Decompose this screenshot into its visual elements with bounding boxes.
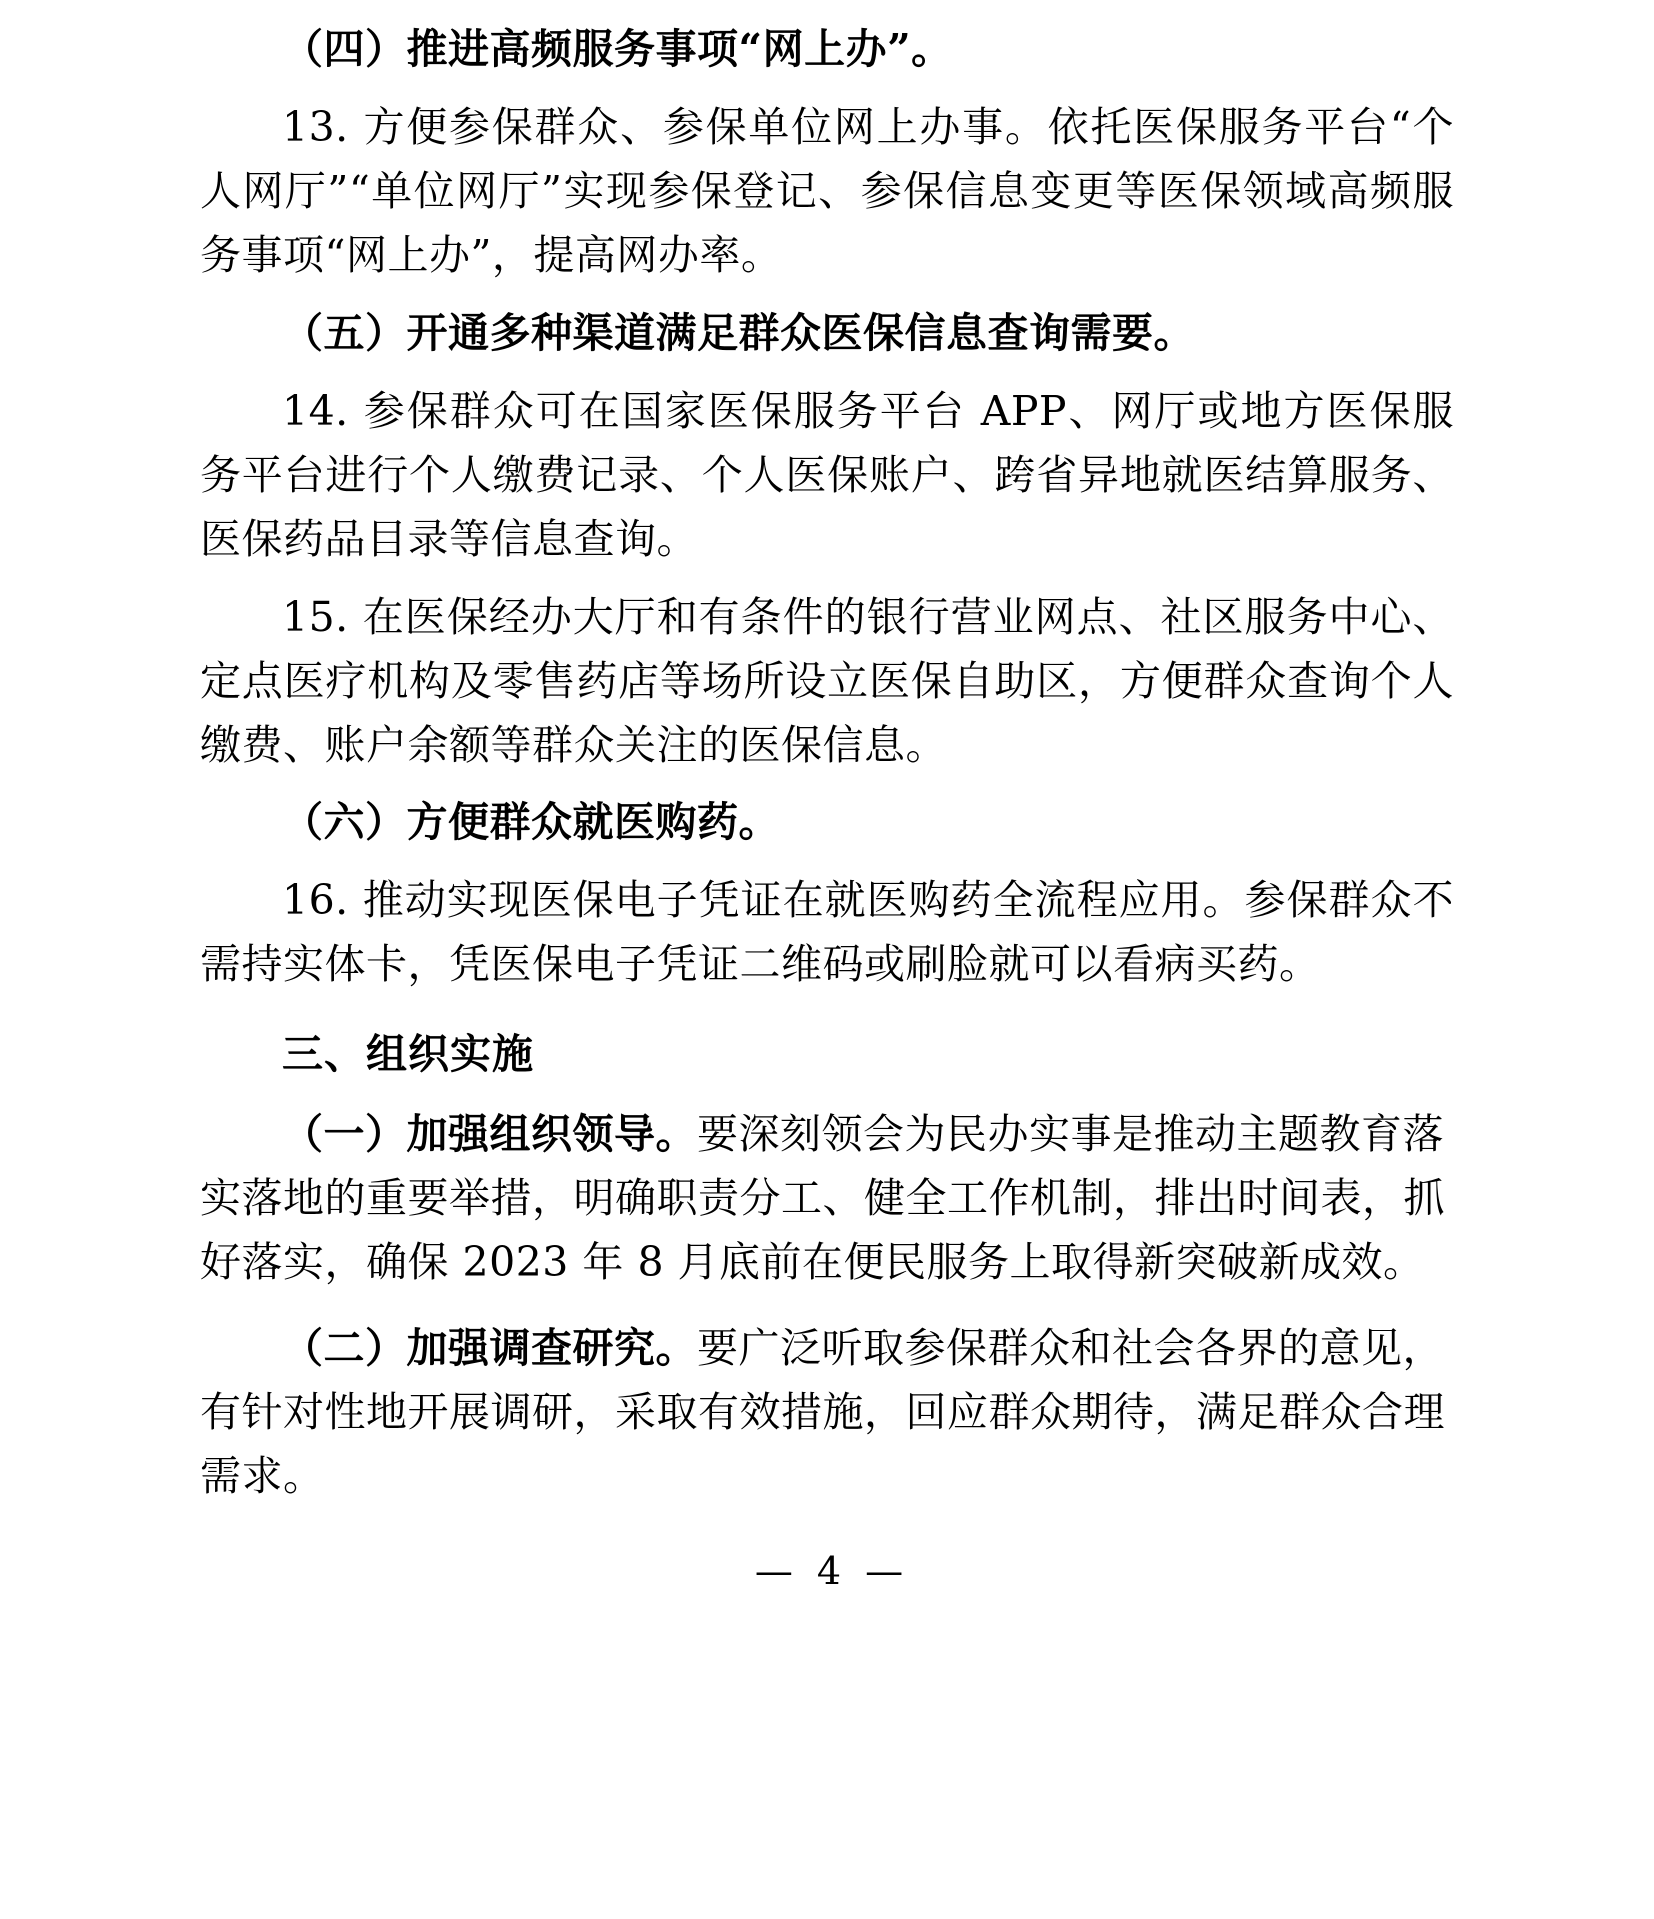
section-heading-three: 三、组织实施: [282, 1030, 534, 1079]
section-heading-four-label: （四）推进高频服务事项“网上办”。: [282, 25, 953, 73]
paragraph-org-1-label: （一）加强组织领导。: [282, 1110, 697, 1159]
section-heading-six: [200, 791, 1454, 855]
paragraph-org-1: [200, 1103, 1454, 1295]
section-heading-four: [200, 18, 1454, 82]
page-footer: — 4 —: [754, 1549, 910, 1594]
section-heading-five: [200, 302, 1454, 366]
section-heading-five-label: （五）开通多种渠道满足群众医保信息查询需要。: [282, 308, 1195, 357]
paragraph-15: 15. 在医保经办大厅和有条件的银行营业网点、社区服务中心、定点医疗机构及零售药店等场所设立医保自助区，方便群众查询个人缴费、账户余额等群众关注的医保信息。: [200, 592, 1454, 769]
section-heading-six-label: （六）方便群众就医购药。: [282, 798, 780, 847]
paragraph-org-2-text: 要广泛听取参保群众和社会各界的意见，有针对性地开展调研，采取有效措施，回应群众期待，满足群众合理需求。: [200, 1324, 1445, 1501]
paragraph-16: 16. 推动实现医保电子凭证在就医购药全流程应用。参保群众不需持实体卡，凭医保电子凭证二维码或刷脸就可以看病买药。: [200, 876, 1454, 989]
paragraph-org-2: [200, 1317, 1454, 1509]
paragraph-gap: [200, 1309, 1454, 1317]
paragraph-org-2-label: （二）加强调查研究。: [282, 1324, 697, 1373]
paragraph-14: 14. 参保群众可在国家医保服务平台 APP、网厅或地方医保服务平台进行个人缴费记录、个人医保账户、跨省异地就医结算服务、医保药品目录等信息查询。: [200, 386, 1454, 563]
document-body: [200, 18, 1454, 1593]
paragraph-13: 13. 方便参保群众、参保单位网上办事。依托医保服务平台“个人网厅”“单位网厅”实现参保登记、参保信息变更等医保领域高频服务事项“网上办”，提高网办率。: [200, 102, 1454, 279]
paragraph-org-1-text: 要深刻领会为民办实事是推动主题教育落实落地的重要举措，明确职责分工、健全工作机制，排出时间表，抓好落实，确保 2023 年 8 月底前在便民服务上取得新突破新成效。: [200, 1110, 1445, 1287]
